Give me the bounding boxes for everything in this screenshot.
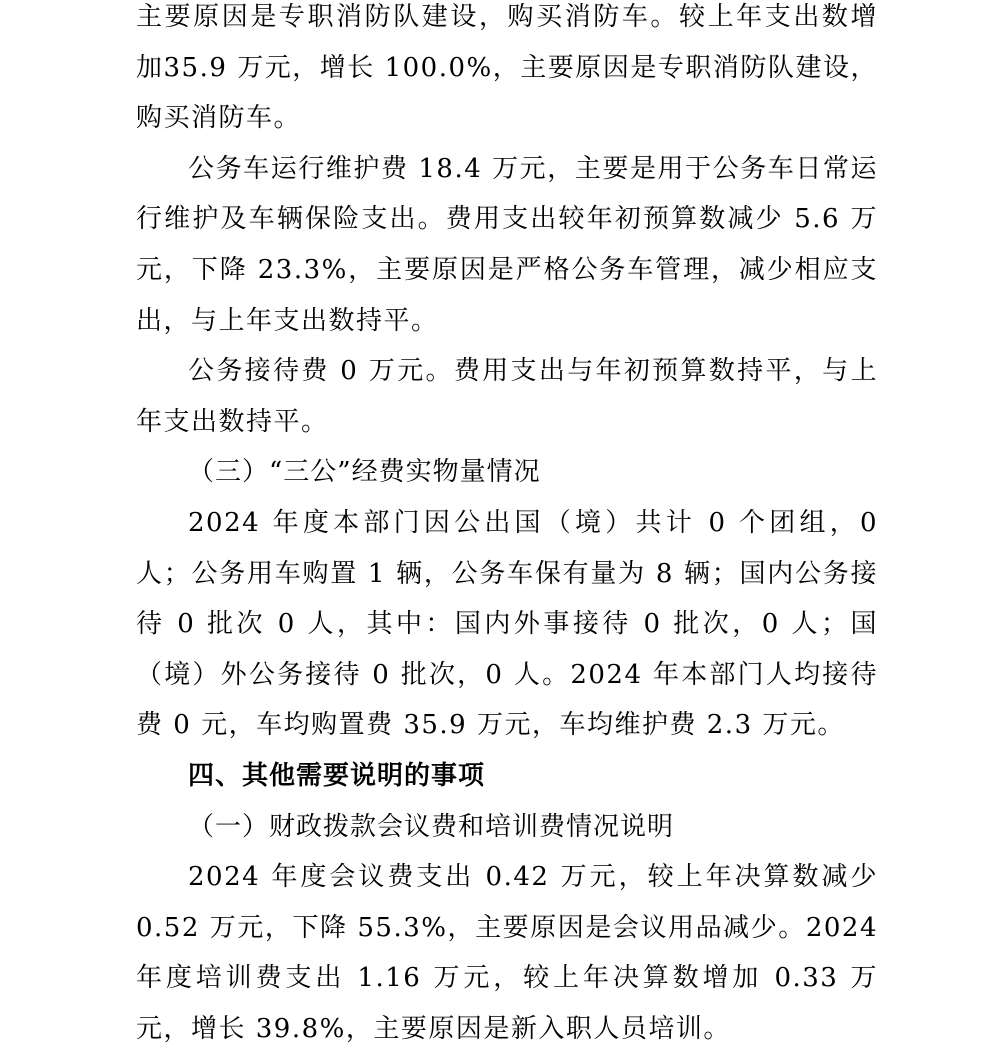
section-heading-other-matters: 四、其他需要说明的事项 [188,760,486,791]
paragraph-fire-vehicle-purchase: 主要原因是专职消防队建设，购买消防车。较上年支出数增加35.9 万元，增长 100.0%，主要原因是专职消防队建设，购买消防车。 [136,2,878,134]
paragraph-reception-fee: 公务接待费 0 万元。费用支出与年初预算数持平，与上年支出数持平。 [136,356,878,437]
document-page [136,0,878,1044]
paragraph-physical-quantity: 2024 年度本部门因公出国（境）共计 0 个团组，0 人；公务用车购置 1 辆，公务车保有量为 8 辆；国内公务接待 0 批次 0 人，其中：国内外事接待 0 批次，0 人；国（境）外公务接待 0 批次，0 人。2024 年本部门人均接待费 0 元，车均购置费 35.9 万元，车均维护费 2.3 万元。 [136,507,878,741]
paragraph-vehicle-maintenance: 公务车运行维护费 18.4 万元，主要是用于公务车日常运行维护及车辆保险支出。费用支出较年初预算数减少 5.6 万元，下降 23.3%，主要原因是严格公务车管理，减少相应支出，与上年支出数持平。 [136,153,878,336]
section-heading-physical-quantity: （三）“三公”经费实物量情况 [188,457,541,488]
paragraph-meeting-training: 2024 年度会议费支出 0.42 万元，较上年决算数减少 0.52 万元，下降 55.3%，主要原因是会议用品减少。2024 年度培训费支出 1.16 万元，较上年决算数增加 0.33 万元，增长 39.8%，主要原因是新入职人员培训。 [136,862,878,1044]
section-heading-meeting-training: （一）财政拨款会议费和培训费情况说明 [188,811,675,842]
